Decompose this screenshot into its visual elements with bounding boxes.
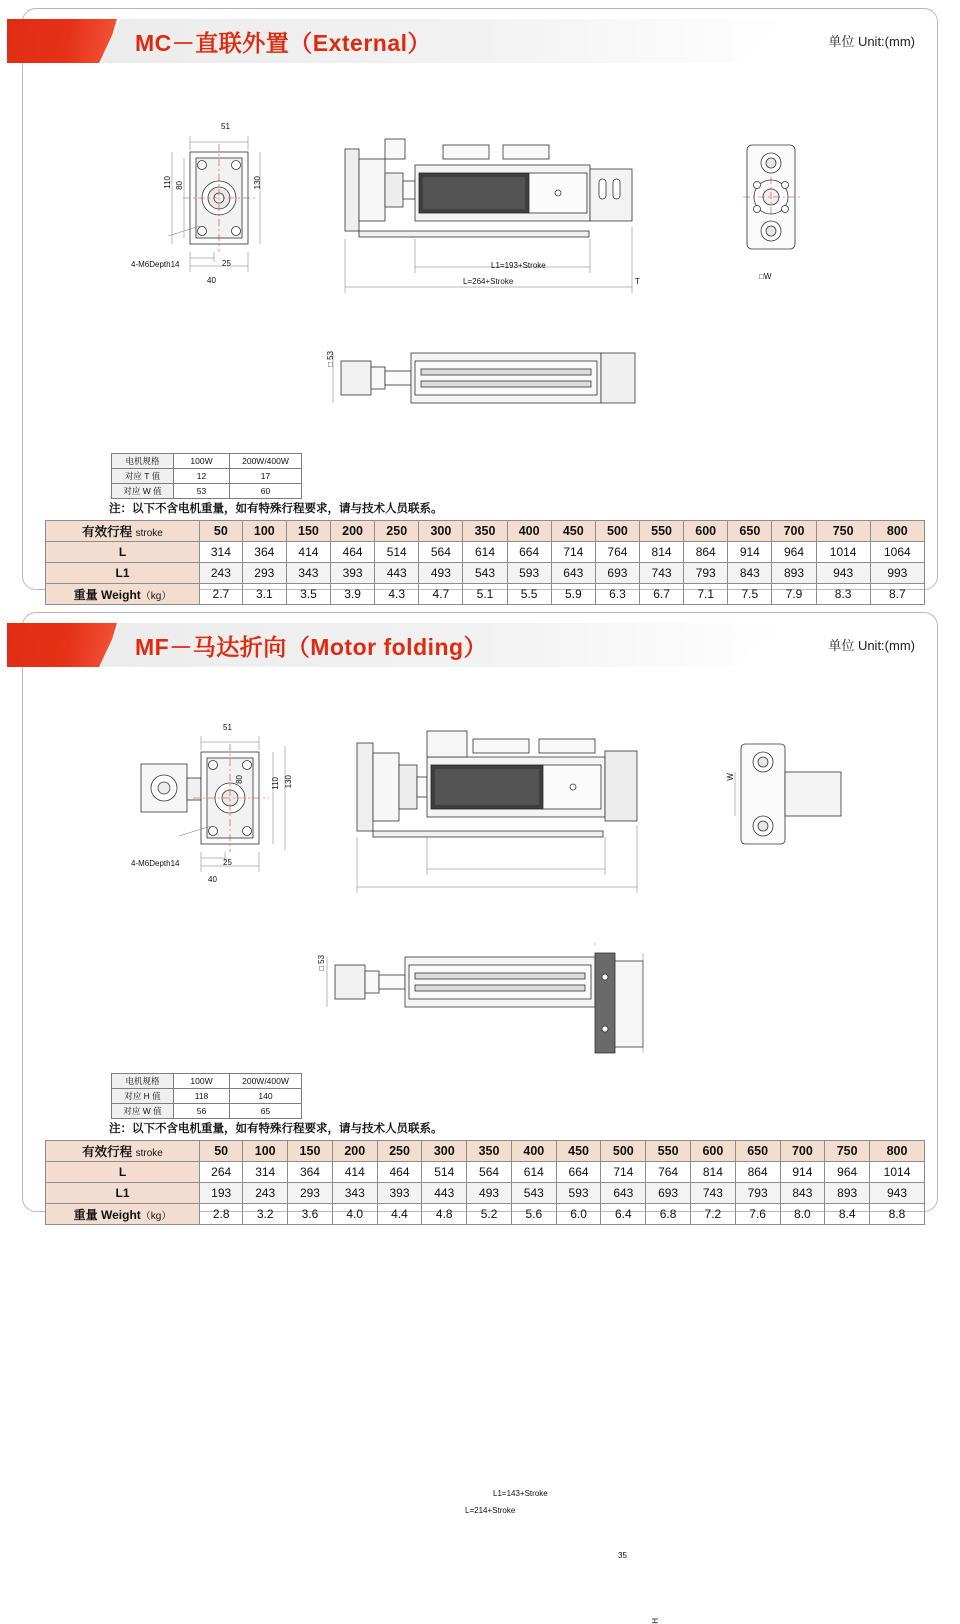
cell: 843 [728, 563, 772, 584]
stroke-header-label [46, 521, 200, 542]
cell: 3.9 [331, 584, 375, 605]
row-label-main: 重量 Weight [73, 587, 141, 602]
mc-stroke-table [45, 520, 925, 605]
spec-v2: 60 [230, 484, 302, 499]
cell: 1014 [870, 1162, 925, 1183]
mc-top-view-drawing [323, 339, 663, 419]
mf-label-l: L=214+Stroke [465, 1506, 516, 1515]
stroke-col: 650 [735, 1141, 780, 1162]
stroke-header-cn: 有效行程 [82, 1145, 133, 1159]
cell: 5.6 [511, 1204, 556, 1225]
cell: 7.1 [684, 584, 728, 605]
spec-label: 对应 W 值 [112, 1104, 174, 1119]
stroke-col: 650 [728, 521, 772, 542]
spec-v1: 12 [174, 469, 230, 484]
section-mf-title: MF－马达折向（Motor folding） [135, 633, 488, 660]
mc-end-view-drawing [128, 114, 358, 304]
cell: 743 [690, 1183, 735, 1204]
stroke-col: 550 [646, 1141, 691, 1162]
mc-dim-130: 130 [253, 176, 262, 190]
stroke-col: 300 [419, 521, 463, 542]
stroke-col: 250 [375, 521, 419, 542]
cell: 3.5 [286, 584, 330, 605]
cell: 764 [595, 542, 639, 563]
mc-label-w: □W [759, 272, 772, 281]
cell: 964 [825, 1162, 870, 1183]
cell: 314 [200, 542, 243, 563]
cell: 464 [377, 1162, 422, 1183]
spec-v2: 17 [230, 469, 302, 484]
spec-v2: 65 [230, 1104, 302, 1119]
cell: 393 [377, 1183, 422, 1204]
spec-row [112, 454, 302, 469]
spec-v1: 100W [174, 454, 230, 469]
section-mc-title: MC－直联外置（External） [135, 29, 432, 56]
mc-label-l1: L1=193+Stroke [491, 261, 546, 270]
cell: 964 [772, 542, 816, 563]
stroke-col: 250 [377, 1141, 422, 1162]
cell: 3.2 [243, 1204, 288, 1225]
cell: 8.7 [870, 584, 924, 605]
mf-bolt-note: 4-M6Depth14 [131, 859, 180, 868]
cell: 714 [551, 542, 595, 563]
cell: 8.3 [816, 584, 870, 605]
cell: 714 [601, 1162, 646, 1183]
stroke-col: 200 [332, 1141, 377, 1162]
cell: 893 [772, 563, 816, 584]
stroke-header-label [46, 1141, 200, 1162]
stroke-col: 50 [200, 1141, 243, 1162]
stroke-col: 200 [331, 521, 375, 542]
row-label [46, 1204, 200, 1225]
mf-spec-table [111, 1073, 302, 1119]
cell: 1064 [870, 542, 924, 563]
stroke-col: 750 [816, 521, 870, 542]
cell: 543 [463, 563, 507, 584]
mf-top-view-drawing [313, 943, 673, 1073]
cell: 993 [870, 563, 924, 584]
spec-v1: 53 [174, 484, 230, 499]
cell: 443 [375, 563, 419, 584]
stroke-row-l1 [46, 563, 925, 584]
mc-spec-table [111, 453, 302, 499]
stroke-col: 450 [556, 1141, 601, 1162]
cell: 8.8 [870, 1204, 925, 1225]
stroke-header-row [46, 1141, 925, 1162]
spec-v2: 140 [230, 1089, 302, 1104]
mc-dim-25: 25 [222, 259, 231, 268]
mf-dim-35: 35 [618, 1551, 627, 1560]
spec-label: 电机规格 [112, 454, 174, 469]
mc-label-t: T [635, 277, 640, 286]
row-label: L1 [46, 1183, 200, 1204]
cell: 764 [646, 1162, 691, 1183]
cell: 793 [684, 563, 728, 584]
cell: 514 [422, 1162, 467, 1183]
stroke-col: 400 [511, 1141, 556, 1162]
row-label: L1 [46, 563, 200, 584]
cell: 6.7 [640, 584, 684, 605]
cell: 3.6 [288, 1204, 333, 1225]
cell: 693 [646, 1183, 691, 1204]
stroke-col: 800 [870, 521, 924, 542]
cell: 293 [288, 1183, 333, 1204]
mf-dim-40: 40 [208, 875, 217, 884]
cell: 243 [243, 1183, 288, 1204]
mf-end-view-drawing [123, 718, 373, 898]
stroke-col: 500 [601, 1141, 646, 1162]
cell: 7.6 [735, 1204, 780, 1225]
row-label-unit: （kg） [140, 590, 172, 602]
cell: 4.7 [419, 584, 463, 605]
cell: 3.1 [242, 584, 286, 605]
mc-dim-110: 110 [163, 176, 172, 189]
section-mc-unit: 单位 Unit:(mm) [828, 34, 915, 49]
cell: 293 [242, 563, 286, 584]
spec-row [112, 1089, 302, 1104]
spec-row [112, 484, 302, 499]
cell: 643 [551, 563, 595, 584]
section-mf-drawings [23, 613, 937, 1624]
section-mc-drawings [23, 9, 937, 602]
cell: 493 [467, 1183, 512, 1204]
section-mc [22, 8, 938, 602]
stroke-col: 700 [772, 521, 816, 542]
cell: 314 [243, 1162, 288, 1183]
cell: 6.4 [601, 1204, 646, 1225]
cell: 393 [331, 563, 375, 584]
stroke-col: 100 [243, 1141, 288, 1162]
stroke-col: 550 [640, 521, 684, 542]
row-label-main: 重量 Weight [73, 1207, 141, 1222]
section-mf-unit: 单位 Unit:(mm) [828, 638, 915, 653]
cell: 364 [288, 1162, 333, 1183]
cell: 914 [780, 1162, 825, 1183]
mc-dim-51: 51 [221, 122, 230, 131]
mc-dim-40: 40 [207, 276, 216, 285]
cell: 4.0 [332, 1204, 377, 1225]
spec-label: 对应 H 值 [112, 1089, 174, 1104]
spec-row [112, 1104, 302, 1119]
mf-dim-80: 80 [235, 775, 244, 784]
stroke-row-weight [46, 1204, 925, 1225]
row-label: L [46, 1162, 200, 1183]
mf-note: 注：以下不含电机重量，如有特殊行程要求，请与技术人员联系。 [109, 1123, 443, 1135]
cell: 1014 [816, 542, 870, 563]
cell: 793 [735, 1183, 780, 1204]
stroke-col: 350 [463, 521, 507, 542]
cell: 514 [375, 542, 419, 563]
cell: 2.8 [200, 1204, 243, 1225]
mf-stroke-table [45, 1140, 925, 1225]
cell: 864 [735, 1162, 780, 1183]
cell: 5.5 [507, 584, 551, 605]
cell: 264 [200, 1162, 243, 1183]
stroke-row-l [46, 1162, 925, 1183]
cell: 843 [780, 1183, 825, 1204]
cell: 893 [825, 1183, 870, 1204]
stroke-col: 50 [200, 521, 243, 542]
stroke-row-l [46, 542, 925, 563]
row-label: L [46, 542, 200, 563]
mf-label-w: W [726, 773, 735, 781]
cell: 4.4 [377, 1204, 422, 1225]
cell: 364 [242, 542, 286, 563]
stroke-row-l1 [46, 1183, 925, 1204]
cell: 193 [200, 1183, 243, 1204]
cell: 7.2 [690, 1204, 735, 1225]
mf-label-l1: L1=143+Stroke [493, 1489, 548, 1498]
mf-side-view-drawing [343, 725, 663, 905]
spec-v1: 118 [174, 1089, 230, 1104]
cell: 493 [419, 563, 463, 584]
stroke-col: 450 [551, 521, 595, 542]
cell: 4.3 [375, 584, 419, 605]
mf-dim-53: □53 [317, 955, 326, 973]
cell: 693 [595, 563, 639, 584]
cell: 5.1 [463, 584, 507, 605]
spec-v1: 56 [174, 1104, 230, 1119]
cell: 7.9 [772, 584, 816, 605]
stroke-col: 300 [422, 1141, 467, 1162]
stroke-col: 500 [595, 521, 639, 542]
cell: 6.3 [595, 584, 639, 605]
cell: 8.0 [780, 1204, 825, 1225]
cell: 5.9 [551, 584, 595, 605]
cell: 614 [511, 1162, 556, 1183]
spec-v1: 100W [174, 1074, 230, 1089]
spec-label: 对应 W 值 [112, 484, 174, 499]
cell: 864 [684, 542, 728, 563]
mf-label-h: H [651, 1618, 660, 1624]
stroke-col: 750 [825, 1141, 870, 1162]
cell: 4.8 [422, 1204, 467, 1225]
stroke-header-en: stroke [135, 1148, 163, 1159]
stroke-col: 600 [684, 521, 728, 542]
stroke-col: 150 [286, 521, 330, 542]
spec-row [112, 469, 302, 484]
cell: 914 [728, 542, 772, 563]
spec-v2: 200W/400W [230, 454, 302, 469]
section-mf [22, 612, 938, 1624]
cell: 5.2 [467, 1204, 512, 1225]
cell: 564 [419, 542, 463, 563]
spec-label: 电机规格 [112, 1074, 174, 1089]
cell: 343 [286, 563, 330, 584]
row-label-unit: （kg） [140, 1210, 172, 1222]
stroke-col: 150 [288, 1141, 333, 1162]
stroke-header-row [46, 521, 925, 542]
stroke-col: 400 [507, 521, 551, 542]
mc-dim-80: 80 [175, 181, 184, 190]
cell: 664 [507, 542, 551, 563]
cell: 8.4 [825, 1204, 870, 1225]
cell: 543 [511, 1183, 556, 1204]
cell: 7.5 [728, 584, 772, 605]
spec-label: 对应 T 值 [112, 469, 174, 484]
cell: 593 [556, 1183, 601, 1204]
mc-motor-face-drawing [723, 137, 833, 267]
cell: 943 [870, 1183, 925, 1204]
cell: 6.8 [646, 1204, 691, 1225]
cell: 6.0 [556, 1204, 601, 1225]
spec-v2: 200W/400W [230, 1074, 302, 1089]
cell: 943 [816, 563, 870, 584]
stroke-col: 350 [467, 1141, 512, 1162]
mf-dim-130: 130 [284, 775, 293, 789]
mf-dim-25: 25 [223, 858, 232, 867]
cell: 814 [690, 1162, 735, 1183]
cell: 743 [640, 563, 684, 584]
mc-label-l: L=264+Stroke [463, 277, 514, 286]
mc-bolt-note: 4-M6Depth14 [131, 260, 180, 269]
cell: 814 [640, 542, 684, 563]
cell: 464 [331, 542, 375, 563]
mf-dim-51: 51 [223, 723, 232, 732]
stroke-header-en: stroke [135, 528, 163, 539]
cell: 564 [467, 1162, 512, 1183]
row-label [46, 584, 200, 605]
stroke-col: 100 [242, 521, 286, 542]
cell: 664 [556, 1162, 601, 1183]
cell: 614 [463, 542, 507, 563]
cell: 243 [200, 563, 243, 584]
cell: 443 [422, 1183, 467, 1204]
mf-motor-face-drawing [723, 738, 853, 858]
spec-row [112, 1074, 302, 1089]
stroke-header-cn: 有效行程 [82, 525, 133, 539]
stroke-row-weight [46, 584, 925, 605]
mc-note: 注：以下不含电机重量，如有特殊行程要求，请与技术人员联系。 [109, 503, 443, 515]
cell: 343 [332, 1183, 377, 1204]
cell: 414 [332, 1162, 377, 1183]
cell: 593 [507, 563, 551, 584]
cell: 2.7 [200, 584, 243, 605]
cell: 414 [286, 542, 330, 563]
cell: 643 [601, 1183, 646, 1204]
stroke-col: 800 [870, 1141, 925, 1162]
mc-dim-53: □53 [326, 351, 335, 369]
stroke-col: 700 [780, 1141, 825, 1162]
mf-dim-110: 110 [271, 777, 280, 790]
stroke-col: 600 [690, 1141, 735, 1162]
